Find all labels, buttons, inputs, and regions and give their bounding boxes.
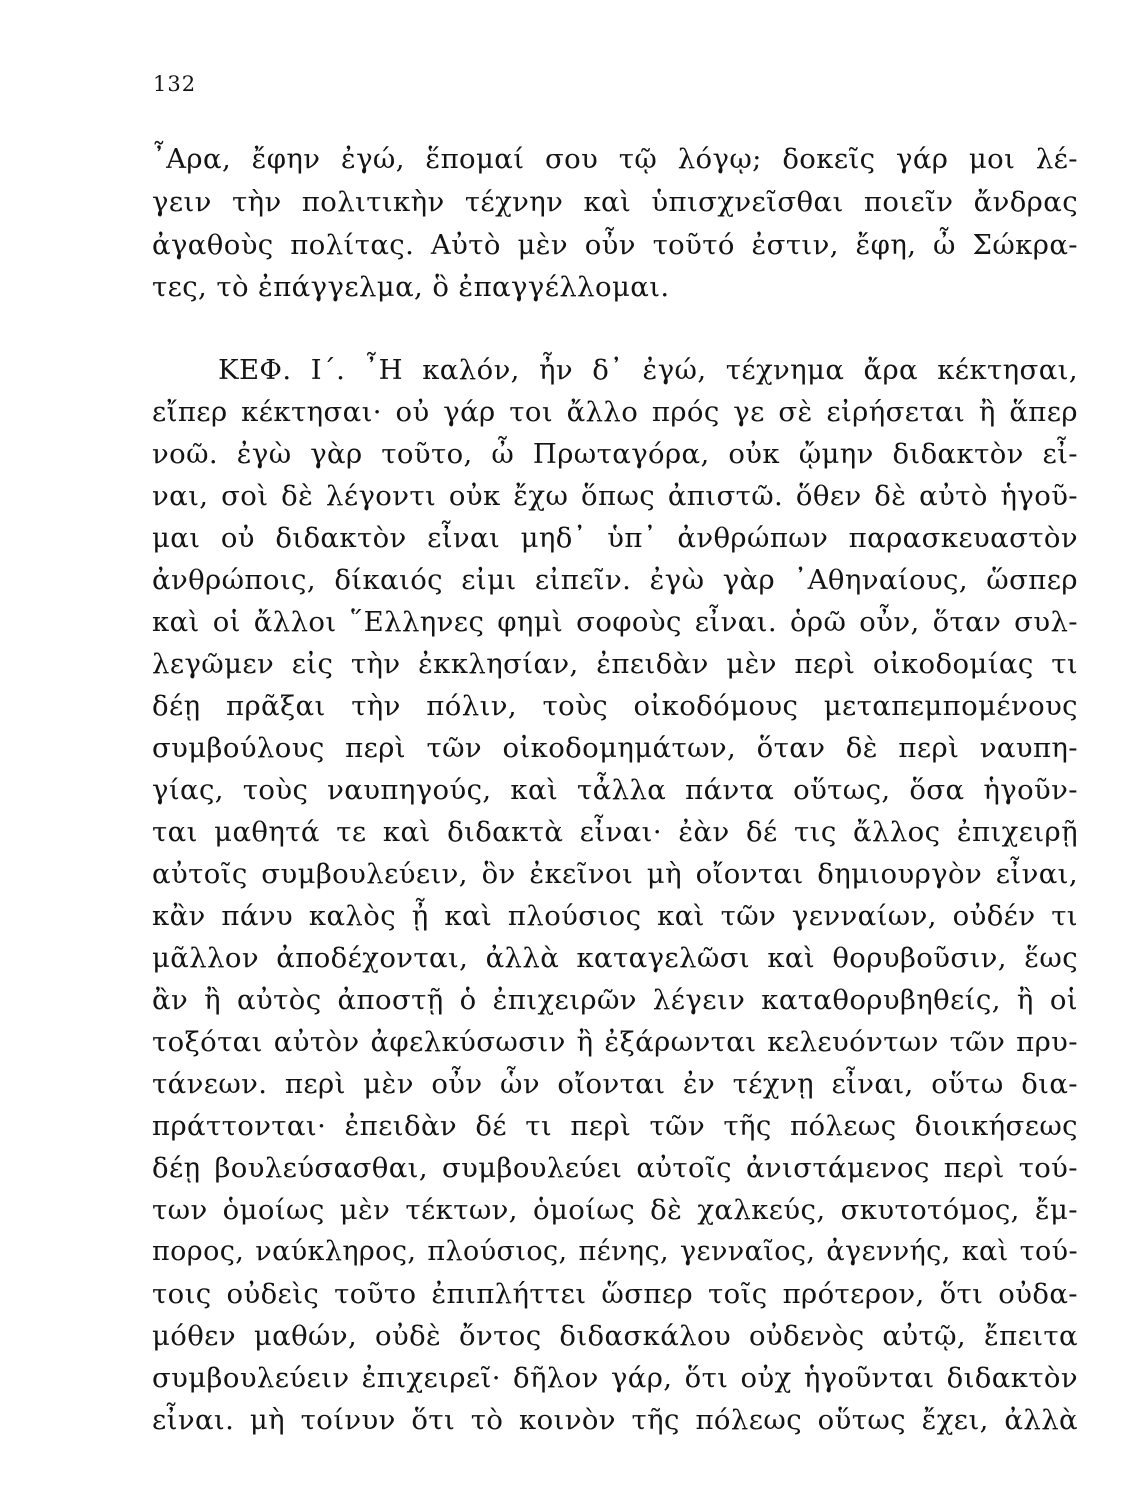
text-line: μόθεν μαθών, οὐδὲ ὄντος διδασκάλου οὐδενὸς αὐτῷ, ἔπειτα <box>152 1320 1078 1352</box>
text-line: γίας, τοὺς ναυπηγούς, καὶ τἆλλα πάντα οὕτως, ὅσα ἡγοῦν- <box>152 774 1078 806</box>
text-line: καὶ οἱ ἄλλοι ῞Ελληνες φημὶ σοφοὺς εἶναι. ὁρῶ οὖν, ὅταν συλ- <box>152 606 1078 638</box>
text-line: πράττονται· ἐπειδὰν δέ τι περὶ τῶν τῆς πόλεως διοικήσεως <box>152 1110 1078 1142</box>
text-line: εἶναι. μὴ τοίνυν ὅτι τὸ κοινὸν τῆς πόλεως οὕτως ἔχει, ἀλλὰ <box>152 1404 1078 1436</box>
text-line: εἴπερ κέκτησαι· οὐ γάρ τοι ἄλλο πρός γε σὲ εἰρήσεται ἢ ἅπερ <box>152 396 1078 428</box>
text-line: τάνεων. περὶ μὲν οὖν ὧν οἴονται ἐν τέχνῃ εἶναι, οὕτω δια- <box>152 1068 1078 1100</box>
text-line: μαι οὐ διδακτὸν εἶναι μηδ᾿ ὑπ᾿ ἀνθρώπων παρασκευαστὸν <box>152 522 1078 554</box>
text-line: δέῃ πρᾶξαι τὴν πόλιν, τοὺς οἰκοδόμους μεταπεμπομένους <box>152 690 1078 722</box>
text-line: των ὁμοίως μὲν τέκτων, ὁμοίως δὲ χαλκεύς, σκυτοτόμος, ἔμ- <box>152 1194 1078 1226</box>
text-line: νοῶ. ἐγὼ γὰρ τοῦτο, ὦ Πρωταγόρα, οὐκ ᾤμην διδακτὸν εἶ- <box>152 438 1078 470</box>
text-line: αὐτοῖς συμβουλεύειν, ὃν ἐκεῖνοι μὴ οἴονται δημιουργὸν εἶναι, <box>152 858 1078 890</box>
text-line: τοξόται αὐτὸν ἀφελκύσωσιν ἢ ἐξάρωνται κελευόντων τῶν πρυ- <box>152 1026 1078 1058</box>
text-line: λεγῶμεν εἰς τὴν ἐκκλησίαν, ἐπειδὰν μὲν περὶ οἰκοδομίας τι <box>152 648 1078 680</box>
text-line: συμβούλους περὶ τῶν οἰκοδομημάτων, ὅταν δὲ περὶ ναυπη- <box>152 732 1078 764</box>
text-line: ῏Αρα, ἔφην ἐγώ, ἕπομαί σου τῷ λόγῳ; δοκεῖς γάρ μοι λέ- <box>152 143 1078 175</box>
text-line: μᾶλλον ἀποδέχονται, ἀλλὰ καταγελῶσι καὶ θορυβοῦσιν, ἕως <box>152 942 1078 974</box>
text-line: γειν τὴν πολιτικὴν τέχνην καὶ ὑπισχνεῖσθαι ποιεῖν ἄνδρας <box>152 186 1078 218</box>
text-line: δέῃ βουλεύσασθαι, συμβουλεύει αὐτοῖς ἀνιστάμενος περὶ τού- <box>152 1152 1078 1184</box>
chapter-heading-line: ΚΕΦ. Ι΄. ῏Η καλόν, ἦν δ᾿ ἐγώ, τέχνημα ἄρα κέκτησαι, <box>218 354 1078 386</box>
text-line: τοις οὐδεὶς τοῦτο ἐπιπλήττει ὥσπερ τοῖς πρότερον, ὅτι οὐδα- <box>152 1278 1078 1310</box>
text-line: κἂν πάνυ καλὸς ᾖ καὶ πλούσιος καὶ τῶν γενναίων, οὐδέν τι <box>152 900 1078 932</box>
text-line: τες, τὸ ἐπάγγελμα, ὃ ἐπαγγέλλομαι. <box>152 271 670 303</box>
text-line: ἀγαθοὺς πολίτας. Αὐτὸ μὲν οὖν τοῦτό ἐστιν, ἔφη, ὦ Σώκρα- <box>152 229 1078 261</box>
text-line: πορος, ναύκληρος, πλούσιος, πένης, γενναῖος, ἀγεννής, καὶ τού- <box>152 1236 1078 1267</box>
text-line: ται μαθητά τε καὶ διδακτὰ εἶναι· ἐὰν δέ τις ἄλλος ἐπιχειρῇ <box>152 816 1078 848</box>
text-line: ναι, σοὶ δὲ λέγοντι οὐκ ἔχω ὅπως ἀπιστῶ. ὅθεν δὲ αὐτὸ ἡγοῦ- <box>152 480 1078 512</box>
text-line: ἂν ἢ αὐτὸς ἀποστῇ ὁ ἐπιχειρῶν λέγειν καταθορυβηθείς, ἢ οἱ <box>152 984 1078 1016</box>
page-number: 132 <box>153 72 197 96</box>
text-line: συμβουλεύειν ἐπιχειρεῖ· δῆλον γάρ, ὅτι οὐχ ἡγοῦνται διδακτὸν <box>152 1362 1078 1394</box>
text-line: ἀνθρώποις, δίκαιός εἰμι εἰπεῖν. ἐγὼ γὰρ ᾿Αθηναίους, ὥσπερ <box>152 564 1078 596</box>
